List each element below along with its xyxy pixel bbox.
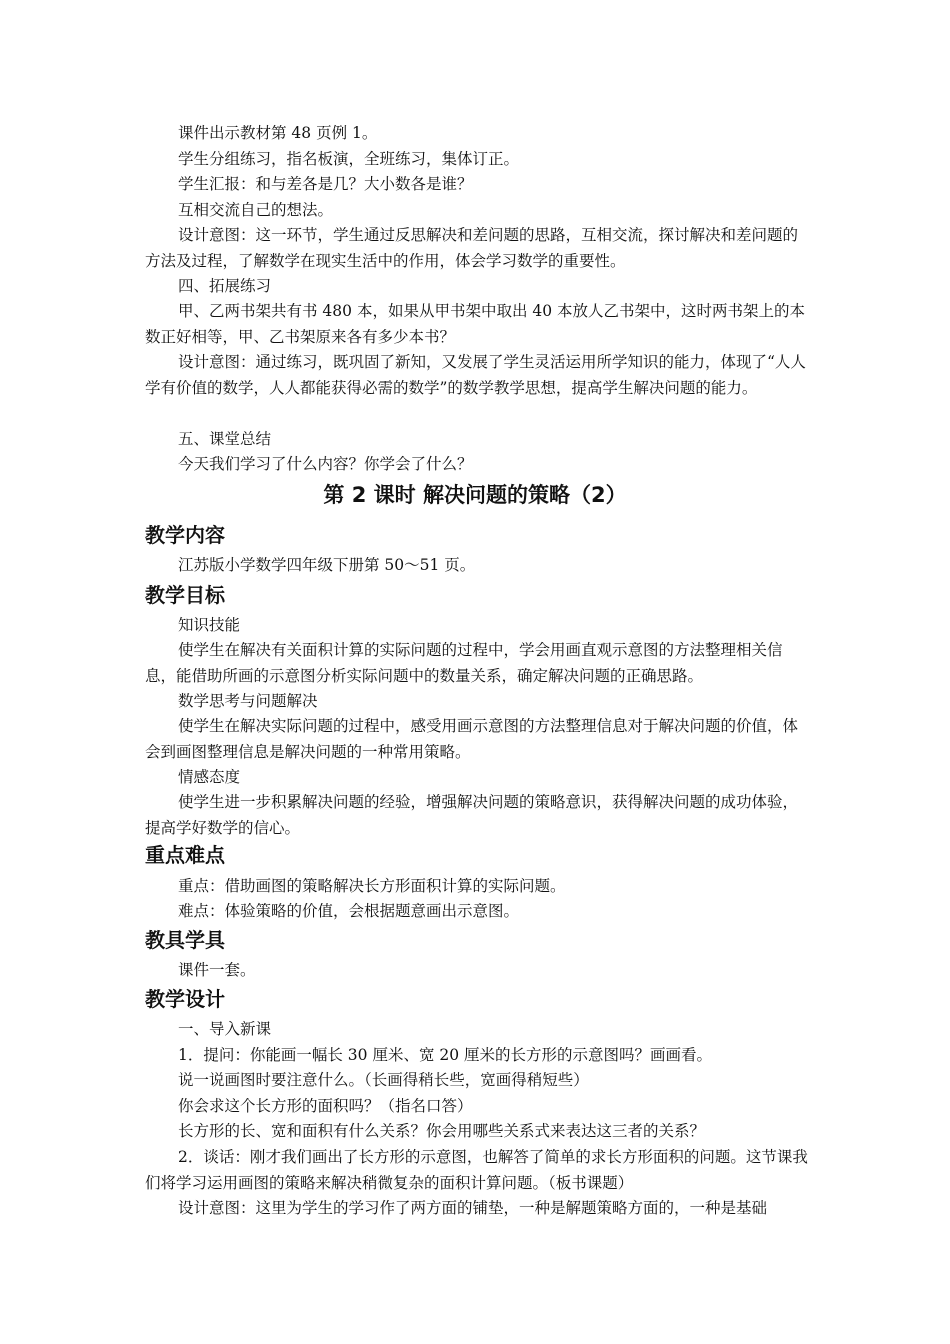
subheading: 情感态度 (178, 768, 241, 786)
design-intent-paragraph: 设计意图：这一环节，学生通过反思解决和差问题的思路，互相交流，探讨解决和差问题的方法及过程，了解数学在现实生活中的作用，体会学习数学的重要性。 (145, 226, 799, 270)
lesson-title: 第 2 课时 解决问题的策略（2） (323, 483, 627, 507)
heading-design: 教学设计 (145, 987, 225, 1011)
heading-key-points: 重点难点 (145, 843, 225, 867)
exercise-paragraph: 甲、乙两书架共有书 480 本，如果从甲书架中取出 40 本放人乙书架中，这时两书架上的本数正好相等，甲、乙书架原来各有多少本书？ (145, 302, 806, 346)
heading-tools: 教具学具 (145, 928, 225, 952)
text-line: 说一说画图时要注意什么。（长画得稍长些，宽画得稍短些） (178, 1071, 589, 1089)
text-line: 长方形的长、宽和面积有什么关系？你会用哪些关系式来表达这三者的关系？ (178, 1122, 706, 1140)
section-heading: 四、拓展练习 (178, 277, 272, 295)
heading-goals: 教学目标 (145, 583, 225, 607)
section-heading: 五、课堂总结 (178, 430, 272, 448)
text-line: 1．提问：你能画一幅长 30 厘米、宽 20 厘米的长方形的示意图吗？画画看。 (178, 1046, 713, 1064)
heading-content: 教学内容 (145, 523, 225, 547)
text-line: 你会求这个长方形的面积吗？（指名口答） (178, 1097, 473, 1115)
text-line: 设计意图：这里为学生的学习作了两方面的铺垫，一种是解题策略方面的，一种是基础 (178, 1199, 768, 1217)
text-line: 课件出示教材第 48 页例 1。 (178, 124, 378, 142)
text-line: 重点：借助画图的策略解决长方形面积计算的实际问题。 (178, 877, 566, 895)
text-line: 课件一套。 (178, 961, 256, 979)
dialogue-paragraph: 2．谈话：刚才我们画出了长方形的示意图，也解答了简单的求长方形面积的问题。这节课我们将学习运用画图的策略来解决稍微复杂的面积计算问题。（板书课题） (145, 1148, 808, 1192)
section-heading: 一、导入新课 (178, 1020, 272, 1038)
design-intent-paragraph: 设计意图：通过练习，既巩固了新知，又发展了学生灵活运用所学知识的能力，体现了“人人学有价值的数学，人人都能获得必需的数学”的数学教学思想，提高学生解决问题的能力。 (145, 353, 806, 397)
subheading: 数学思考与问题解决 (178, 692, 318, 710)
text-line: 学生汇报：和与差各是几？大小数各是谁？ (178, 175, 473, 193)
text-line: 江苏版小学数学四年级下册第 50～51 页。 (178, 556, 476, 574)
text-line: 今天我们学习了什么内容？你学会了什么？ (178, 455, 473, 473)
text-line: 学生分组练习，指名板演，全班练习，集体订正。 (178, 150, 520, 168)
goal-paragraph: 使学生在解决有关面积计算的实际问题的过程中，学会用画直观示意图的方法整理相关信息，能借助所画的示意图分析实际问题中的数量关系，确定解决问题的正确思路。 (145, 641, 783, 685)
text-line: 难点：体验策略的价值，会根据题意画出示意图。 (178, 902, 520, 920)
subheading: 知识技能 (178, 616, 241, 634)
goal-paragraph: 使学生在解决实际问题的过程中，感受用画示意图的方法整理信息对于解决问题的价值，体会到画图整理信息是解决问题的一种常用策略。 (145, 717, 799, 761)
goal-paragraph: 使学生进一步积累解决问题的经验，增强解决问题的策略意识，获得解决问题的成功体验，提高学好数学的信心。 (145, 793, 799, 837)
text-line: 互相交流自己的想法。 (178, 201, 334, 219)
